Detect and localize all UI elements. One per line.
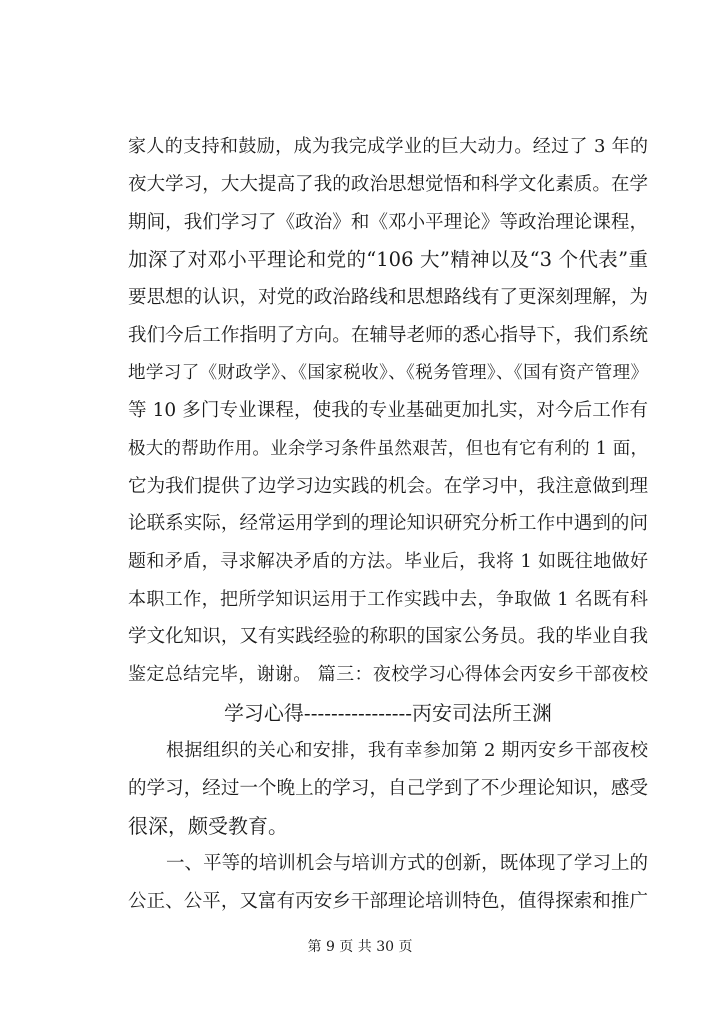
text-line: 等 10 多门专业课程，使我的专业基础更加扎实，对今后工作有 (128, 400, 648, 421)
text-line: 的学习，经过一个晚上的学习，自己学到了不少理论知识，感受 (128, 778, 648, 799)
text-line: 学文化知识，又有实践经验的称职的国家公务员。我的毕业自我 (128, 626, 648, 647)
paragraph-first-line: 一、平等的培训机会与培训方式的创新，既体现了学习上的 (166, 853, 648, 874)
text-line: 鉴定总结完毕，谢谢。 篇三：夜校学习心得体会丙安乡干部夜校 (128, 664, 648, 685)
text-line: 论联系实际，经常运用学到的理论知识研究分析工作中遇到的问 (128, 513, 648, 534)
text-line: 我们今后工作指明了方向。在辅导老师的悉心指导下，我们系统 (128, 325, 648, 346)
text-line: 期间，我们学习了《政治》和《邓小平理论》等政治理论课程， (128, 212, 648, 233)
text-line: 它为我们提供了边学习边实践的机会。在学习中，我注意做到理 (128, 476, 648, 497)
text-line: 夜大学习，大大提高了我的政治思想觉悟和科学文化素质。在学 (128, 174, 648, 195)
text-line: 公正、公平，又富有丙安乡干部理论培训特色，值得探索和推广 (128, 891, 648, 912)
paragraph-first-line: 根据组织的关心和安排，我有幸参加第 2 期丙安乡干部夜校 (166, 740, 648, 761)
text-line: 很深，颇受教育。 (128, 814, 288, 838)
text-line: 极大的帮助作用。业余学习条件虽然艰苦，但也有它有利的 1 面， (128, 439, 648, 459)
text-line: 题和矛盾，寻求解决矛盾的方法。毕业后，我将 1 如既往地做好 (128, 551, 648, 572)
section-heading-line: 学习心得----------------丙安司法所王渊 (223, 701, 553, 725)
text-line: 本职工作，把所学知识运用于工作实践中去，争取做 1 名既有科 (128, 589, 648, 610)
text-line: 地学习了《财政学》、《国家税收》、《税务管理》、《国有资产管理》 (128, 363, 648, 383)
text-line: 要思想的认识，对党的政治路线和思想路线有了更深刻理解，为 (128, 287, 648, 308)
text-line: 家人的支持和鼓励，成为我完成学业的巨大动力。经过了 3 年的 (128, 136, 648, 157)
page-footer: 第 9 页 共 30 页 (307, 939, 413, 955)
text-line: 加深了对邓小平理论和党的“106 大”精神以及“3 个代表”重 (128, 248, 648, 271)
